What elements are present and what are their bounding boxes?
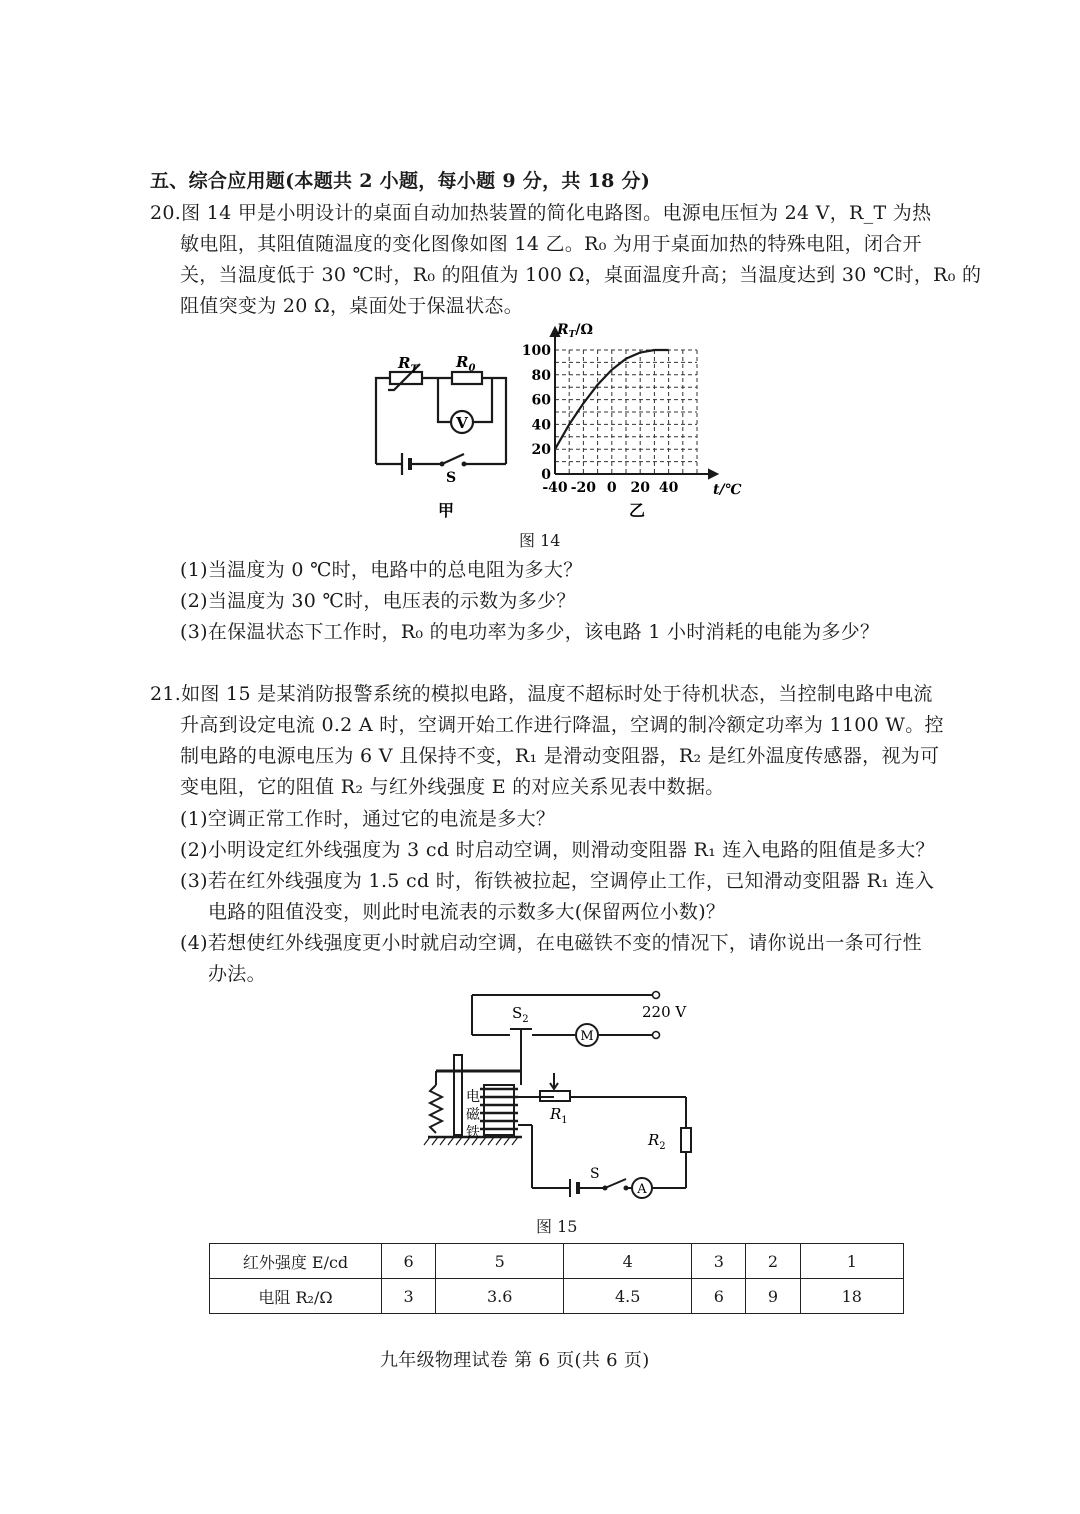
r0-label: $R_0$ — [456, 353, 476, 374]
x-tick-label: 0 — [606, 480, 617, 496]
table-cell: 6 — [382, 1244, 436, 1279]
y-tick-label: 60 — [531, 392, 551, 409]
q20-line-2: 敏电阻，其阻值随温度的变化图像如图 14 乙。R₀ 为用于桌面加热的特殊电阻，闭合开 — [180, 233, 922, 255]
table-cell: 6 — [692, 1279, 746, 1314]
table-row — [210, 1244, 904, 1279]
q21-sub-2: (2)小明设定红外线强度为 3 cd 时启动空调，则滑动变阻器 R₁ 连入电路的阻值是多大？ — [180, 839, 935, 861]
table-cell: 2 — [746, 1244, 800, 1279]
table-cell: 9 — [746, 1279, 800, 1314]
motor-label: M — [580, 1029, 594, 1044]
x-tick-label: 40 — [658, 480, 679, 496]
yi-label: 乙 — [629, 501, 646, 520]
table-cell: 4 — [564, 1244, 692, 1279]
q21-sub-1: (1)空调正常工作时，通过它的电流是多大？ — [180, 808, 556, 830]
table-cell: 4.5 — [564, 1279, 692, 1314]
magnet-label-1: 电 — [466, 1089, 480, 1105]
q21-sub-3: (3)若在红外线强度为 1.5 cd 时，衔铁被拉起，空调停止工作，已知滑动变阻器 R₁ 连入 — [180, 870, 935, 892]
table-cell: 3.6 — [436, 1279, 564, 1314]
fig15-circuit — [420, 985, 710, 1205]
table-row — [210, 1279, 904, 1314]
page-footer: 九年级物理试卷 第 6 页(共 6 页) — [380, 1350, 650, 1371]
fig15-caption: 图 15 — [536, 1217, 578, 1236]
voltage-label: 220 V — [642, 1003, 687, 1021]
switch-label: S — [446, 470, 457, 486]
x-tick-label: -20 — [570, 480, 597, 496]
q21-sub-4: (4)若想使红外线强度更小时就启动空调，在电磁铁不变的情况下，请你说出一条可行性 — [180, 932, 922, 954]
x-arrow — [709, 470, 717, 478]
q20-line-3: 关，当温度低于 30 ℃时，R₀ 的阻值为 100 Ω，桌面温度升高；当温度达到 30 ℃时，R₀ 的 — [180, 264, 982, 286]
magnet-label-3: 铁 — [466, 1125, 480, 1141]
magnet-label-2: 磁 — [466, 1107, 480, 1123]
r1-label: $R_1$ — [550, 1105, 568, 1126]
q20-line-1: 20.图 14 甲是小明设计的桌面自动加热装置的简化电路图。电源电压恒为 24 V，R_T 为热 — [150, 202, 932, 224]
fig14-graph — [521, 318, 755, 528]
q21-sub-4b: 办法。 — [208, 963, 266, 985]
row-label-intensity: 红外强度 E/cd — [210, 1244, 382, 1279]
q20-sub-1: (1)当温度为 0 ℃时，电路中的总电阻为多大？ — [180, 559, 583, 581]
s2-label: $S_2$ — [512, 1004, 529, 1025]
table-cell: 1 — [800, 1244, 903, 1279]
fig14-circuit — [360, 340, 520, 530]
jia-label: 甲 — [438, 501, 455, 520]
rt-label: $R_T$ — [398, 354, 418, 375]
x-axis-label: t/℃ — [713, 482, 742, 498]
fig14-caption: 图 14 — [519, 531, 561, 550]
x-tick-label: 20 — [630, 480, 650, 496]
q21-line-3: 制电路的电源电压为 6 V 且保持不变，R₁ 是滑动变阻器，R₂ 是红外温度传感器，视为可 — [180, 745, 940, 767]
q21-sub-3b: 电路的阻值没变，则此时电流表的示数多大(保留两位小数)？ — [208, 901, 726, 923]
row-label-resistance: 电阻 R₂/Ω — [210, 1279, 382, 1314]
y-axis-label: $R_T/\Omega$ — [557, 322, 593, 340]
y-tick-label: 20 — [531, 442, 551, 459]
table-cell: 18 — [800, 1279, 903, 1314]
table-cell: 3 — [692, 1244, 746, 1279]
y-tick-label: 100 — [521, 343, 551, 359]
q21-line-1: 21.如图 15 是某消防报警系统的模拟电路，温度不超标时处于待机状态，当控制电路中电流 — [150, 683, 933, 705]
section-title: 五、综合应用题(本题共 2 小题，每小题 9 分，共 18 分) — [150, 170, 651, 192]
q21-line-4: 变电阻，它的阻值 R₂ 与红外线强度 E 的对应关系见表中数据。 — [180, 776, 725, 798]
q20-sub-2: (2)当温度为 30 ℃时，电压表的示数为多少？ — [180, 590, 576, 612]
y-tick-label: 0 — [541, 467, 551, 483]
q20-line-4: 阻值突变为 20 Ω，桌面处于保温状态。 — [180, 295, 524, 317]
data-table — [209, 1243, 904, 1314]
y-tick-label: 80 — [531, 367, 551, 384]
x-tick-label: -40 — [542, 480, 568, 496]
table-cell: 5 — [436, 1244, 564, 1279]
voltmeter-label: V — [456, 414, 468, 432]
r2-label: $R_2$ — [648, 1131, 666, 1152]
y-tick-label: 40 — [531, 417, 551, 434]
table-cell: 3 — [382, 1279, 436, 1314]
q21-line-2: 升高到设定电流 0.2 A 时，空调开始工作进行降温，空调的制冷额定功率为 1100 W。控 — [180, 714, 944, 736]
ammeter-label: A — [637, 1182, 647, 1197]
q20-sub-3: (3)在保温状态下工作时，R₀ 的电功率为多少，该电路 1 小时消耗的电能为多少？ — [180, 621, 880, 643]
switch-s-label: S — [590, 1166, 600, 1182]
